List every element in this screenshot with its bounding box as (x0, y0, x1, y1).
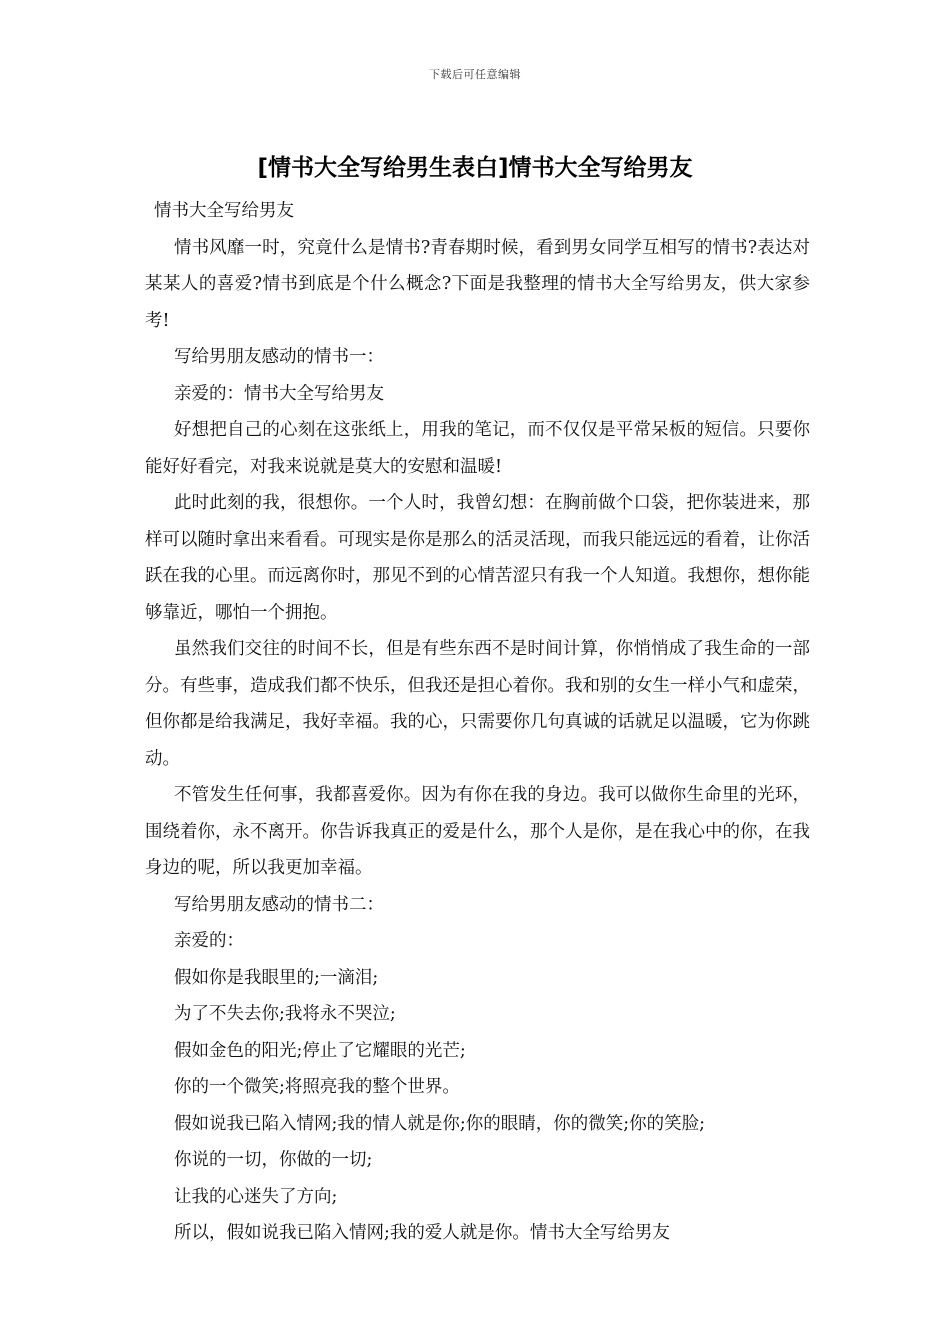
poem-line: 为了不失去你;我将永不哭泣; (174, 1004, 396, 1024)
poem-line: 你说的一切，你做的一切; (174, 1150, 373, 1170)
section-heading: 写给男朋友感动的情书二： (174, 894, 384, 915)
body-paragraph: 虽然我们交往的时间不长，但是有些东西不是时间计算，你悄悄成了我生命的一部分。有些事，造成我们都不快乐，但我还是担心着你。我和别的女生一样小气和虚荣，但你都是给我满足，我好幸福。我的心，只需要你几句真诚的话就足以温暖，它为你跳动。 (145, 639, 810, 769)
body-paragraph: 好想把自己的心刻在这张纸上，用我的笔记，而不仅仅是平常呆板的短信。只要你能好好看完，对我来说就是莫大的安慰和温暖! (145, 420, 810, 477)
poem-line: 所以，假如说我已陷入情网;我的爱人就是你。情书大全写给男友 (174, 1223, 670, 1243)
subtitle-paragraph: 情书大全写给男友 (154, 201, 294, 221)
header-note: 下载后可任意编辑 (429, 68, 521, 81)
document-title: [情书大全写给男生表白]情书大全写给男友 (257, 155, 693, 181)
body-paragraph: 此时此刻的我，很想你。一个人时，我曾幻想：在胸前做个口袋，把你装进来，那样可以随时拿出来看看。可现实是你是那么的活灵活现，而我只能远远的看着，让你活跃在我的心里。而远离你时，那见不到的心情苦涩只有我一个人知道。我想你，想你能够靠近，哪怕一个拥抱。 (145, 493, 810, 623)
poem-line: 你的一个微笑;将照亮我的整个世界。 (174, 1077, 460, 1097)
letter-salutation: 亲爱的： (174, 931, 244, 951)
letter-salutation: 亲爱的：情书大全写给男友 (174, 383, 384, 404)
poem-line: 让我的心迷失了方向; (174, 1186, 338, 1207)
poem-line: 假如你是我眼里的;一滴泪; (174, 967, 379, 988)
body-paragraph: 情书风靡一时，究竟什么是情书?青春期时候，看到男女同学互相写的情书?表达对某某人的喜爱?情书到底是个什么概念?下面是我整理的情书大全写给男友，供大家参考! (145, 237, 810, 331)
document-body (145, 193, 810, 1252)
poem-line: 假如金色的阳光;停止了它耀眼的光芒; (174, 1040, 466, 1061)
section-heading: 写给男朋友感动的情书一： (174, 347, 384, 367)
body-paragraph: 不管发生任何事，我都喜爱你。因为有你在我的身边。我可以做你生命里的光环，围绕着你，永不离开。你告诉我真正的爱是什么，那个人是你，是在我心中的你，在我身边的呢，所以我更加幸福。 (145, 785, 810, 878)
poem-line: 假如说我已陷入情网;我的情人就是你;你的眼睛，你的微笑;你的笑脸; (174, 1113, 706, 1134)
